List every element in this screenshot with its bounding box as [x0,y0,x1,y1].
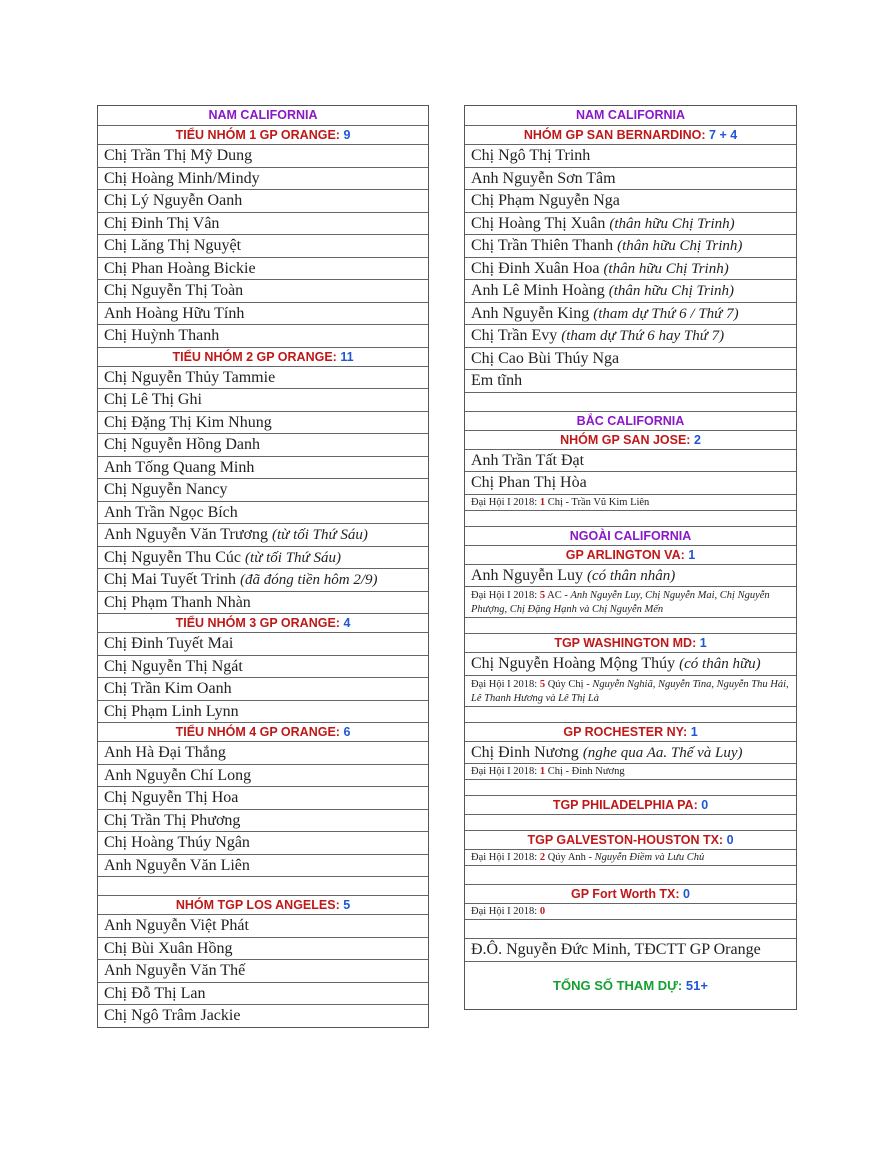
blank-row [465,392,796,411]
total-count: 51+ [685,977,708,993]
member-note: (thân hữu Chị Trinh) [617,238,743,254]
member-row: Chị Mai Tuyết Trinh (đã đóng tiền hôm 2/9) [98,568,428,591]
blank-row [465,510,796,526]
group-count: 2 [693,432,701,447]
member-row: Anh Trần Tất Đạt [465,449,796,472]
region-header: NAM CALIFORNIA [208,108,318,122]
group-count: 6 [343,725,351,739]
member-row: Chị Trần Thiên Thanh (thân hữu Chị Trinh) [465,234,796,257]
member-row: Chị Phạm Linh Lynn [98,700,428,723]
member-row: Em tĩnh [465,369,796,392]
group-count: 1 [690,724,698,739]
blank-row [465,814,796,830]
member-note: (có thân nhân) [586,567,676,584]
member-row: Chị Phạm Nguyễn Nga [465,189,796,212]
group-count: 1 [699,636,707,650]
footnote-row: Đại Hội I 2018: 1 Chị - Trần Vũ Kim Liên [465,494,796,510]
footnote-row: Đại Hội I 2018: 5 Qúy Chị - Nguyễn Nghiã, Nguyễn Tina, Nguyễn Thu Hải, Lê Thanh Hương và Lê Thị Là [465,675,796,706]
member-row: Anh Tống Quang Minh [98,456,428,479]
member-row: Chị Trần Thị Mỹ Dung [98,144,428,167]
group-header: TIỂU NHÓM 4 GP ORANGE: 6 [98,722,428,741]
footnote-row: Đại Hội I 2018: 1 Chị - Đinh Nương [465,763,796,779]
group-count: 0 [683,887,690,901]
member-row: Chị Nguyễn Thị Ngát [98,655,428,678]
group-count: 11 [340,349,354,364]
member-row: Chị Ngô Thị Trinh [465,144,796,167]
blank-row [465,617,796,633]
member-row: Chị Lê Thị Ghi [98,388,428,411]
member-row: Chị Đinh Nương (nghe qua Aa. Thế và Luy) [465,741,796,764]
region-header: NGOÀI CALIFORNIA [465,526,796,545]
member-row: Chị Nguyễn Hồng Danh [98,433,428,456]
group-count: 5 [343,898,351,912]
member-row: Chị Phan Thị Hòa [465,471,796,494]
member-note: (có thân hữu) [679,656,761,672]
group-count: 1 [688,547,696,562]
member-row: Anh Nguyễn Văn Trương (từ tối Thứ Sáu) [98,523,428,546]
member-row: Chị Nguyễn Thủy Tammie [98,366,428,389]
member-row: Chị Phạm Thanh Nhàn [98,591,428,614]
member-row: Chị Ngô Trâm Jackie [98,1004,428,1027]
member-row: Chị Lăng Thị Nguyệt [98,234,428,257]
member-row: Chị Đặng Thị Kim Nhung [98,411,428,434]
member-row: Anh Nguyễn Sơn Tâm [465,167,796,190]
member-row: Chị Hoàng Thị Xuân (thân hữu Chị Trinh) [465,212,796,235]
region-header: NAM CALIFORNIA [575,108,685,122]
member-row: Chị Cao Bùi Thúy Nga [465,347,796,370]
group-header: TGP GALVESTON-HOUSTON TX: 0 [465,830,796,849]
group-count: 0 [726,833,734,847]
group-header: GP ROCHESTER NY: 1 [465,722,796,741]
member-row: Chị Đinh Tuyết Mai [98,632,428,655]
member-note: (từ tối Thứ Sáu) [245,549,341,566]
left-roster-table [97,105,429,1028]
group-count: 0 [701,798,709,812]
right-roster-table [464,105,797,1010]
member-note: (thân hữu Chị Trinh) [603,260,729,277]
member-row: Chị Trần Kim Oanh [98,677,428,700]
member-row: Anh Nguyễn Luy (có thân nhân) [465,564,796,587]
group-header: NHÓM GP SAN BERNARDINO: 7 + 4 [465,125,796,144]
member-row: Anh Trần Ngọc Bích [98,501,428,524]
group-header: TIỂU NHÓM 1 GP ORANGE: 9 [98,125,428,144]
member-row: Chị Trần Evy (tham dự Thứ 6 hay Thứ 7) [465,324,796,347]
blank-row [465,706,796,722]
group-header: GP ARLINGTON VA: 1 [465,545,796,564]
member-row: Chị Huỳnh Thanh [98,324,428,347]
member-row: Chị Nguyễn Thu Cúc (từ tối Thứ Sáu) [98,546,428,569]
member-row: Chị Nguyễn Nancy [98,478,428,501]
footnote-row: Đại Hội I 2018: 0 [465,903,796,919]
group-header: GP Fort Worth TX: 0 [465,884,796,903]
group-header: NHÓM TGP LOS ANGELES: 5 [98,895,428,914]
blank-row [465,865,796,884]
member-row: Chị Hoàng Minh/Mindy [98,167,428,190]
group-header: NHÓM GP SAN JOSE: 2 [465,430,796,449]
blank-row [465,919,796,938]
member-row: Chị Lý Nguyễn Oanh [98,189,428,212]
member-row: Chị Đinh Thị Vân [98,212,428,235]
group-header: TIỂU NHÓM 2 GP ORANGE: 11 [98,347,428,366]
member-row: Anh Nguyễn Chí Long [98,764,428,787]
member-row: Chị Phan Hoàng Bickie [98,257,428,280]
member-row: Anh Hoàng Hữu Tính [98,302,428,325]
group-count: 9 [343,128,351,142]
blank-row [465,779,796,795]
member-note: (thân hữu Chị Trinh) [609,215,735,232]
member-note: (tham dự Thứ 6 / Thứ 7) [593,305,739,322]
member-row: Anh Nguyễn Việt Phát [98,914,428,937]
blank-row [98,876,428,895]
region-header: BẮC CALIFORNIA [465,411,796,430]
director-row: Đ.Ô. Nguyễn Đức Minh, TĐCTT GP Orange [465,938,796,961]
member-row: Anh Nguyễn Văn Liên [98,854,428,877]
member-row: Chị Đinh Xuân Hoa (thân hữu Chị Trinh) [465,257,796,280]
member-row: Chị Trần Thị Phương [98,809,428,832]
member-note: (nghe qua Aa. Thế và Luy) [582,744,743,761]
group-header: TGP WASHINGTON MD: 1 [465,633,796,652]
footnote-row: Đại Hội I 2018: 5 AC - Anh Nguyễn Luy, Chị Nguyễn Mai, Chị Nguyễn Phượng, Chị Đặng Hạnh và Chị Nguyễn Mến [465,586,796,617]
member-row: Anh Nguyễn King (tham dự Thứ 6 / Thứ 7) [465,302,796,325]
group-header: TIỂU NHÓM 3 GP ORANGE: 4 [98,613,428,632]
member-row: Chị Bùi Xuân Hồng [98,937,428,960]
member-note: (thân hữu Chị Trinh) [608,283,735,299]
member-row: Chị Nguyễn Hoàng Mộng Thúy (có thân hữu) [465,652,796,675]
member-note: (từ tối Thứ Sáu) [271,527,368,543]
total-attendance: TỔNG SỐ THAM DỰ: 51+ [465,961,796,1009]
member-row: Anh Hà Đại Thắng [98,741,428,764]
member-row: Chị Nguyễn Thị Hoa [98,786,428,809]
member-note: (tham dự Thứ 6 hay Thứ 7) [561,328,725,344]
group-count: 4 [343,616,351,630]
member-note: (đã đóng tiền hôm 2/9) [240,572,378,588]
member-row: Chị Nguyễn Thị Toàn [98,279,428,302]
member-row: Chị Đỗ Thị Lan [98,982,428,1005]
member-row: Anh Lê Minh Hoàng (thân hữu Chị Trinh) [465,279,796,302]
member-row: Chị Hoàng Thúy Ngân [98,831,428,854]
group-count: 7 + 4 [709,128,738,142]
footnote-row: Đại Hội I 2018: 2 Qúy Anh - Nguyễn Điềm và Lưu Chủ [465,849,796,865]
member-row: Anh Nguyễn Văn Thế [98,959,428,982]
group-header: TGP PHILADELPHIA PA: 0 [465,795,796,814]
